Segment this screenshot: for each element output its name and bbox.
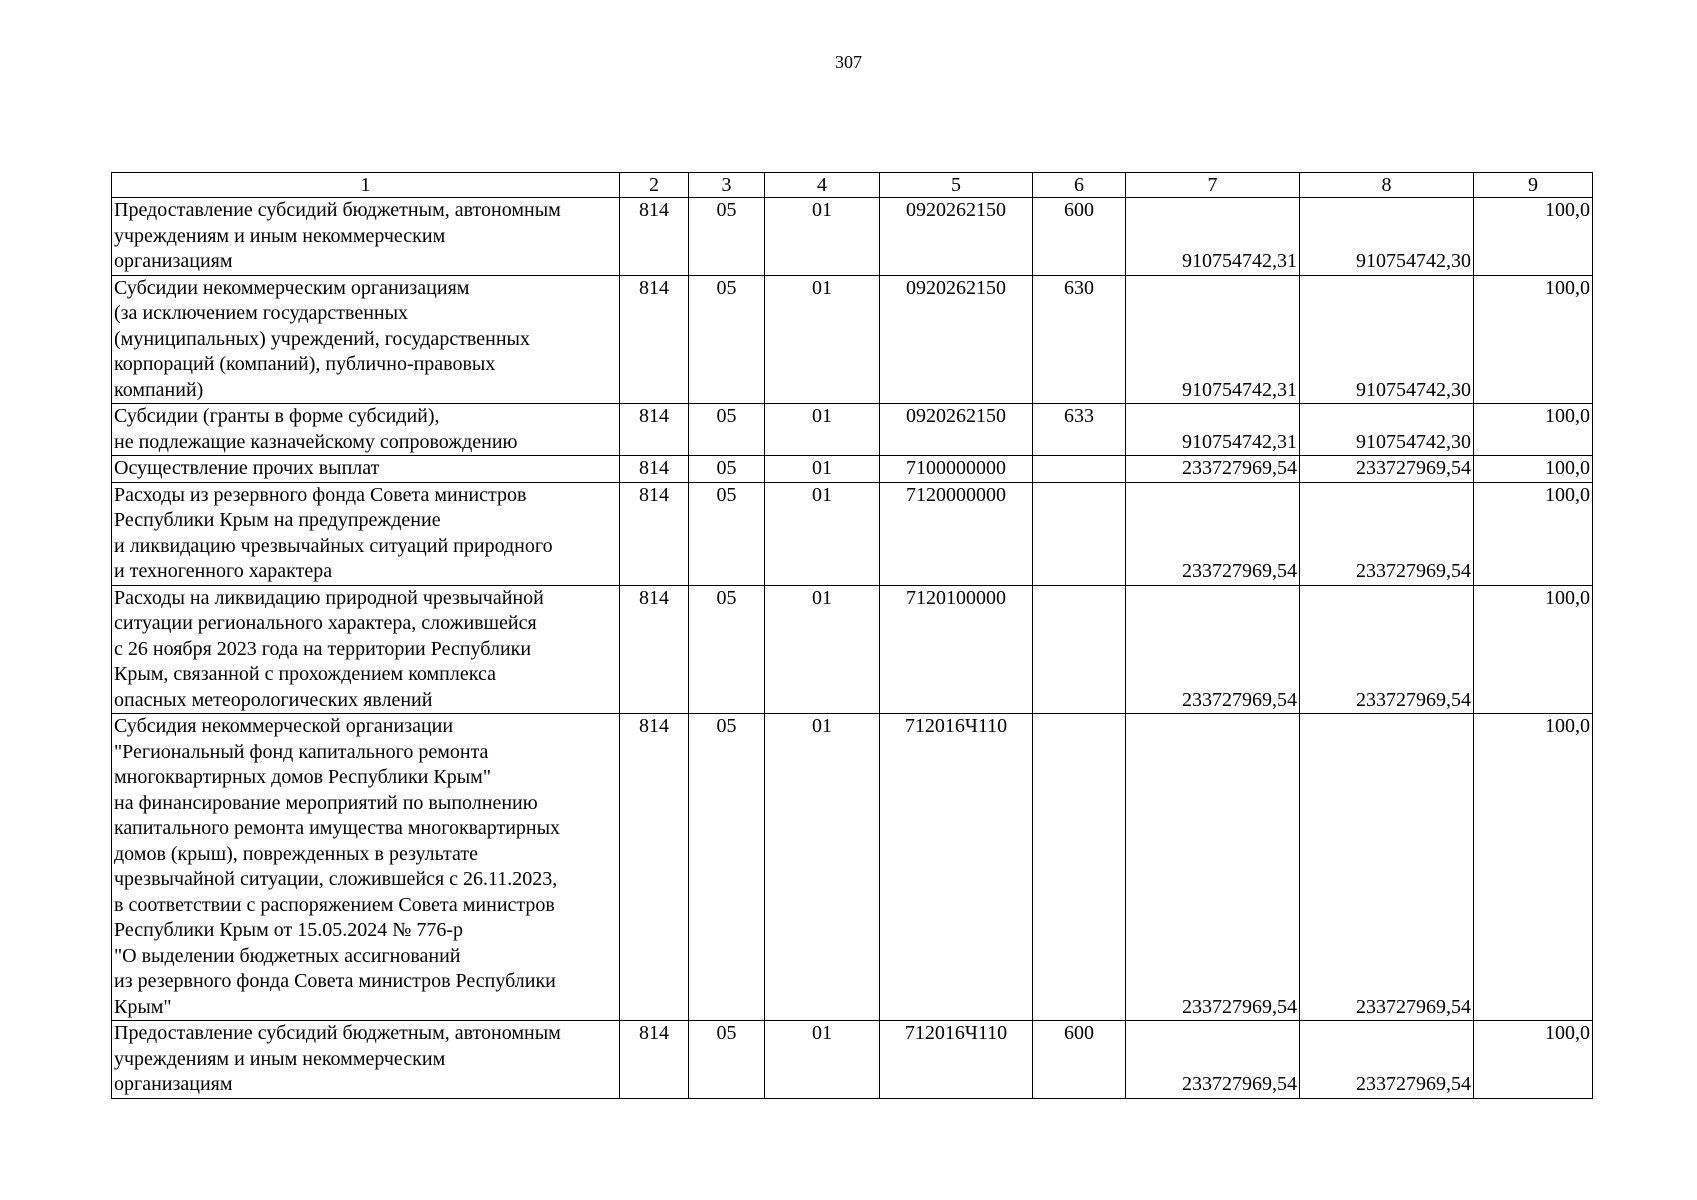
ministry-code-cell: 814	[620, 714, 689, 1021]
target-article-cell: 712016Ч110	[880, 714, 1033, 1021]
subsection-code-cell: 01	[765, 482, 880, 585]
execution-percent-cell: 100,0	[1474, 1021, 1593, 1099]
planned-amount-cell: 910754742,31	[1126, 404, 1300, 456]
page-number: 307	[835, 52, 862, 72]
ministry-code-cell: 814	[620, 275, 689, 404]
target-article-cell: 712016Ч110	[880, 1021, 1033, 1099]
header-row	[112, 173, 1593, 198]
ministry-code-cell: 814	[620, 1021, 689, 1099]
execution-percent-cell: 100,0	[1474, 585, 1593, 714]
ministry-code-cell: 814	[620, 404, 689, 456]
section-code-cell: 05	[689, 404, 765, 456]
item-name-cell: Расходы на ликвидацию природной чрезвычайной ситуации регионального характера, сложившейся с 26 ноября 2023 года на территории Республики Крым, связанной с прохождением комплекса опасных метеорологических явлений	[112, 585, 620, 714]
table-row	[112, 1021, 1593, 1099]
executed-amount-cell: 910754742,30	[1300, 198, 1474, 276]
table-row	[112, 456, 1593, 483]
planned-amount-cell: 233727969,54	[1126, 714, 1300, 1021]
item-name-cell: Субсидии (гранты в форме субсидий), не подлежащие казначейскому сопровождению	[112, 404, 620, 456]
planned-amount-cell: 233727969,54	[1126, 456, 1300, 483]
section-code-cell: 05	[689, 198, 765, 276]
executed-amount-cell: 233727969,54	[1300, 482, 1474, 585]
table-row	[112, 198, 1593, 276]
section-code-cell: 05	[689, 585, 765, 714]
subsection-code-cell: 01	[765, 404, 880, 456]
planned-amount-cell: 910754742,31	[1126, 275, 1300, 404]
item-name-cell: Расходы из резервного фонда Совета министров Республики Крым на предупреждение и ликвидацию чрезвычайных ситуаций природного и техногенного характера	[112, 482, 620, 585]
execution-percent-cell: 100,0	[1474, 482, 1593, 585]
expense-type-cell	[1033, 714, 1126, 1021]
executed-amount-cell: 233727969,54	[1300, 456, 1474, 483]
column-header: 5	[880, 173, 1033, 198]
column-header: 6	[1033, 173, 1126, 198]
executed-amount-cell: 233727969,54	[1300, 1021, 1474, 1099]
target-article-cell: 7100000000	[880, 456, 1033, 483]
item-name-cell: Предоставление субсидий бюджетным, автономным учреждениям и иным некоммерческим организациям	[112, 198, 620, 276]
target-article-cell: 7120100000	[880, 585, 1033, 714]
executed-amount-cell: 910754742,30	[1300, 404, 1474, 456]
target-article-cell: 0920262150	[880, 198, 1033, 276]
ministry-code-cell: 814	[620, 482, 689, 585]
column-header: 8	[1300, 173, 1474, 198]
section-code-cell: 05	[689, 275, 765, 404]
table-row	[112, 714, 1593, 1021]
item-name-cell: Субсидия некоммерческой организации "Региональный фонд капитального ремонта многоквартирных домов Республики Крым" на финансирование мероприятий по выполнению капитального ремонта имущества многоквартирных домов (крыш), поврежденных в результате чрезвычайной ситуации, сложившейся с 26.11.2023, в соответствии с распоряжением Совета министров Республики Крым от 15.05.2024 № 776-р "О выделении бюджетных ассигнований из резервного фонда Совета министров Республики Крым"	[112, 714, 620, 1021]
expense-type-cell	[1033, 482, 1126, 585]
section-code-cell: 05	[689, 1021, 765, 1099]
expense-type-cell: 630	[1033, 275, 1126, 404]
subsection-code-cell: 01	[765, 714, 880, 1021]
table-row	[112, 404, 1593, 456]
column-header: 9	[1474, 173, 1593, 198]
execution-percent-cell: 100,0	[1474, 198, 1593, 276]
column-header: 4	[765, 173, 880, 198]
execution-percent-cell: 100,0	[1474, 456, 1593, 483]
executed-amount-cell: 233727969,54	[1300, 585, 1474, 714]
table-row	[112, 585, 1593, 714]
expense-type-cell: 600	[1033, 198, 1126, 276]
table-row	[112, 275, 1593, 404]
subsection-code-cell: 01	[765, 275, 880, 404]
ministry-code-cell: 814	[620, 456, 689, 483]
target-article-cell: 0920262150	[880, 404, 1033, 456]
execution-percent-cell: 100,0	[1474, 404, 1593, 456]
column-header: 2	[620, 173, 689, 198]
column-header: 7	[1126, 173, 1300, 198]
table-row	[112, 482, 1593, 585]
planned-amount-cell: 910754742,31	[1126, 198, 1300, 276]
expense-type-cell: 600	[1033, 1021, 1126, 1099]
planned-amount-cell: 233727969,54	[1126, 1021, 1300, 1099]
section-code-cell: 05	[689, 482, 765, 585]
ministry-code-cell: 814	[620, 198, 689, 276]
section-code-cell: 05	[689, 456, 765, 483]
executed-amount-cell: 233727969,54	[1300, 714, 1474, 1021]
ministry-code-cell: 814	[620, 585, 689, 714]
expense-type-cell	[1033, 456, 1126, 483]
planned-amount-cell: 233727969,54	[1126, 482, 1300, 585]
item-name-cell: Предоставление субсидий бюджетным, автономным учреждениям и иным некоммерческим организациям	[112, 1021, 620, 1099]
target-article-cell: 0920262150	[880, 275, 1033, 404]
expense-type-cell: 633	[1033, 404, 1126, 456]
subsection-code-cell: 01	[765, 585, 880, 714]
budget-table	[111, 172, 1593, 1099]
item-name-cell: Осуществление прочих выплат	[112, 456, 620, 483]
execution-percent-cell: 100,0	[1474, 714, 1593, 1021]
expense-type-cell	[1033, 585, 1126, 714]
item-name-cell: Субсидии некоммерческим организациям (за исключением государственных (муниципальных) учреждений, государственных корпораций (компаний), публично-правовых компаний)	[112, 275, 620, 404]
execution-percent-cell: 100,0	[1474, 275, 1593, 404]
target-article-cell: 7120000000	[880, 482, 1033, 585]
section-code-cell: 05	[689, 714, 765, 1021]
executed-amount-cell: 910754742,30	[1300, 275, 1474, 404]
subsection-code-cell: 01	[765, 198, 880, 276]
planned-amount-cell: 233727969,54	[1126, 585, 1300, 714]
column-header: 3	[689, 173, 765, 198]
column-header: 1	[112, 173, 620, 198]
subsection-code-cell: 01	[765, 456, 880, 483]
subsection-code-cell: 01	[765, 1021, 880, 1099]
